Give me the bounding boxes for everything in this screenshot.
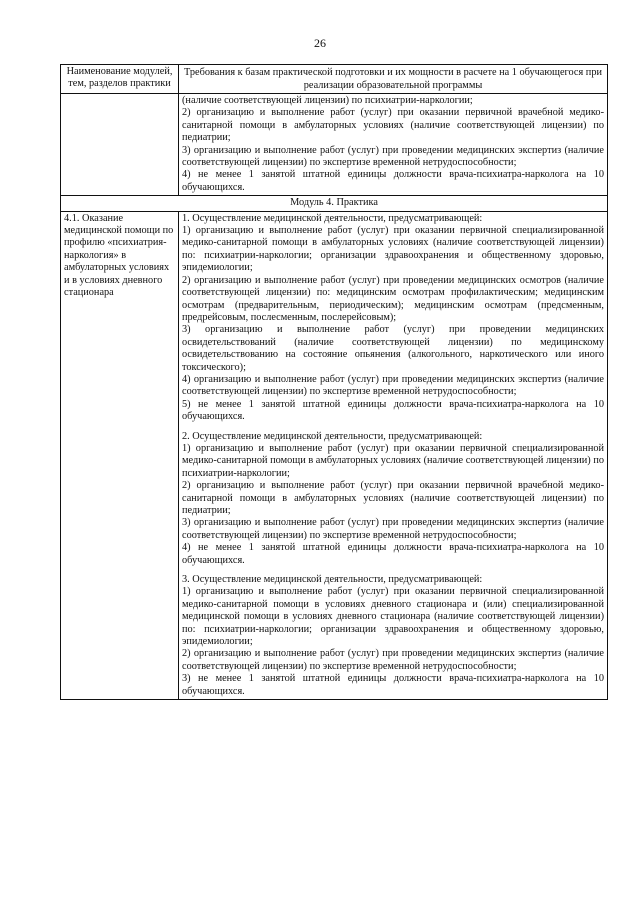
list-item: 3) не менее 1 занятой штатной единицы должности врача-психиатра-нарколога на 10 обучающихся. xyxy=(182,673,604,697)
list-item: 2) организацию и выполнение работ (услуг) при оказании первичной врачебной медико-санитарной помощи в амбулаторных условиях (наличие соответствующей лицензии) по педиатрии; xyxy=(182,107,604,144)
continued-left-cell xyxy=(61,94,179,196)
list-item: 3) организацию и выполнение работ (услуг) при проведении медицинских освидетельствований (наличие соответствующей лицензии) по медицинскому освидетельствованию на состояние опьянения (алкогольного, наркотического или иного токсического); xyxy=(182,324,604,373)
continued-items-cell xyxy=(179,94,608,196)
list-item: 1) организацию и выполнение работ (услуг) при оказании первичной специализированной медико-санитарной помощи в амбулаторных условиях (наличие соответствующей лицензии) по психиатрии-наркологии; xyxy=(182,442,604,479)
requirements-block-1 xyxy=(182,213,604,424)
list-item: 5) не менее 1 занятой штатной единицы должности врача-психиатра-нарколога на 10 обучающихся. xyxy=(182,398,604,423)
block-heading: 3. Осуществление медицинской деятельности, предусматривающей: xyxy=(182,574,483,586)
header-col-requirements: Требования к базам практической подготовки и их мощности в расчете на 1 обучающегося при реализации образовательной программы xyxy=(179,65,608,94)
section-row xyxy=(61,211,608,699)
requirements-table xyxy=(60,64,608,700)
module-row xyxy=(61,196,608,211)
list-item: 2) организацию и выполнение работ (услуг) при проведении медицинских осмотров (наличие соответствующей лицензии) по: медицинским осмотрам профилактическим; медицинским осмотрам (предварительным, периодическим); медицинским осмотрам (предсменным, предрейсовым, послесменным, послерейсовым); xyxy=(182,274,604,323)
list-item: 2) организацию и выполнение работ (услуг) при оказании первичной врачебной медико-санитарной помощи в амбулаторных условиях (наличие соответствующей лицензии) по педиатрии; xyxy=(182,480,604,516)
requirements-block-2 xyxy=(182,431,604,567)
list-item: 4) организацию и выполнение работ (услуг) при проведении медицинских экспертиз (наличие соответствующей лицензии) по экспертизе временной нетрудоспособности; xyxy=(182,373,604,398)
block-heading: 2. Осуществление медицинской деятельности, предусматривающей: xyxy=(182,430,483,442)
list-item: 2) организацию и выполнение работ (услуг) при проведении медицинских экспертиз (наличие соответствующей лицензии) по экспертизе временной нетрудоспособности; xyxy=(182,648,604,672)
list-item: 4) не менее 1 занятой штатной единицы должности врача-психиатра-нарколога на 10 обучающихся. xyxy=(182,169,604,193)
block-heading: 1. Осуществление медицинской деятельности, предусматривающей: xyxy=(182,212,483,224)
list-item: 1) организацию и выполнение работ (услуг) при оказании первичной специализированной медико-санитарной помощи в условиях дневного стационара и (или) специализированной медицинской помощи в условиях дневного стационара (наличие соответствующей лицензии) по: психиатрии-наркологии; организации здравоохранения и общественному здоровью, эпидемиологии; xyxy=(182,586,604,648)
module-title: Модуль 4. Практика xyxy=(61,196,608,211)
table-header-row xyxy=(61,65,608,94)
requirements-block-3 xyxy=(182,574,604,698)
list-item: 4) не менее 1 занятой штатной единицы должности врача-психиатра-нарколога на 10 обучающихся. xyxy=(182,542,604,566)
list-item: 3) организацию и выполнение работ (услуг) при проведении медицинских экспертиз (наличие соответствующей лицензии) по экспертизе временной нетрудоспособности; xyxy=(182,144,604,169)
section-name: 4.1. Оказание медицинской помощи по профилю «психиатрия-наркология» в амбулаторных условиях и в условиях дневного стационара xyxy=(61,211,179,699)
continued-row xyxy=(61,94,608,196)
page-number: 26 xyxy=(314,36,326,50)
list-item: 1) организацию и выполнение работ (услуг) при оказании первичной специализированной медико-санитарной помощи в амбулаторных условиях (наличие соответствующей лицензии) по: психиатрии-наркологии; организации здравоохранения и общественному здоровью, эпидемиологии; xyxy=(182,225,604,274)
list-item: (наличие соответствующей лицензии) по психиатрии-наркологии; xyxy=(182,95,473,106)
section-requirements-cell xyxy=(179,211,608,699)
header-col-modules: Наименование модулей, тем, разделов практики xyxy=(61,65,179,94)
list-item: 3) организацию и выполнение работ (услуг) при проведении медицинских экспертиз (наличие соответствующей лицензии) по экспертизе временной нетрудоспособности; xyxy=(182,517,604,541)
